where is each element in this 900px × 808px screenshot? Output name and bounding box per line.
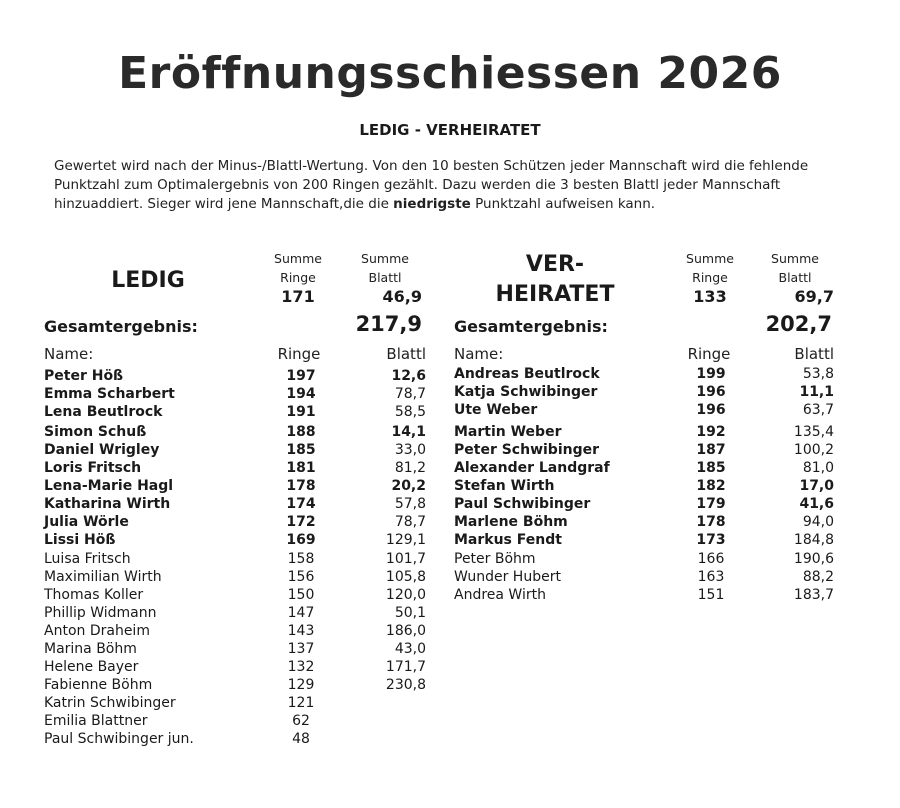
blattl-label: Blattl (368, 270, 402, 285)
row-blattl: 105,8 (385, 568, 426, 585)
intro-paragraph (54, 157, 854, 214)
row-name: Ute Weber (454, 402, 538, 419)
row-name: Julia Wörle (44, 514, 129, 531)
row-name: Peter Schwibinger (454, 442, 600, 459)
table-row (44, 441, 434, 459)
ledig-col-blattl: Blattl (386, 345, 426, 363)
row-blattl: 88,2 (802, 568, 834, 585)
ledig-sum-blattl: 46,9 (382, 287, 422, 306)
row-name: Peter Höß (44, 368, 124, 384)
ledig-total-label: Gesamtergebnis: (44, 317, 198, 336)
row-blattl: 20,2 (391, 478, 426, 495)
verh-col-name: Name: (454, 345, 504, 363)
row-blattl: 120,0 (385, 586, 426, 603)
row-blattl: 129,1 (385, 532, 426, 549)
row-blattl: 14,1 (391, 424, 426, 441)
ledig-summe-ringe-header (268, 249, 328, 287)
table-row (44, 640, 434, 658)
table-row (454, 383, 844, 401)
row-blattl: 184,8 (793, 532, 834, 549)
row-name: Marlene Böhm (454, 514, 568, 531)
table-row (454, 495, 844, 513)
row-blattl: 78,7 (394, 514, 426, 531)
row-ringe: 187 (696, 442, 726, 459)
row-ringe: 196 (696, 384, 726, 401)
table-row (44, 676, 434, 694)
summe-label: Summe (771, 251, 819, 266)
row-name: Wunder Hubert (454, 568, 561, 585)
table-row (454, 586, 844, 604)
ledig-total-value: 217,9 (355, 312, 422, 336)
verh-col-ringe: Ringe (687, 345, 731, 363)
row-ringe: 172 (286, 514, 316, 531)
row-name: Marina Böhm (44, 640, 137, 657)
row-blattl: 135,4 (793, 424, 834, 441)
row-name: Simon Schuß (44, 424, 147, 441)
row-ringe: 199 (696, 366, 726, 382)
row-ringe: 156 (287, 568, 315, 585)
table-row (44, 459, 434, 477)
row-blattl: 53,8 (802, 366, 834, 382)
table-row (44, 730, 434, 748)
row-name: Peter Böhm (454, 550, 536, 567)
row-ringe: 174 (286, 496, 316, 513)
ledig-sum-ringe: 171 (281, 287, 315, 306)
row-name: Maximilian Wirth (44, 568, 162, 585)
table-row (454, 459, 844, 477)
table-row (454, 531, 844, 549)
row-ringe: 129 (287, 676, 315, 693)
table-row (44, 385, 434, 403)
row-ringe: 150 (287, 586, 315, 603)
team-name-line1: VER- (525, 252, 585, 277)
row-ringe: 132 (287, 658, 315, 675)
row-ringe: 121 (287, 694, 315, 711)
ringe-label: Ringe (692, 270, 728, 285)
row-blattl: 11,1 (799, 384, 834, 401)
table-row (454, 365, 844, 383)
table-row (44, 550, 434, 568)
page-title: Eröffnungsschiessen 2026 (118, 48, 782, 99)
row-name: Emma Scharbert (44, 386, 175, 403)
summe-label: Summe (361, 251, 409, 266)
row-ringe: 185 (286, 442, 316, 459)
ledig-col-name: Name: (44, 345, 94, 363)
row-ringe: 182 (696, 478, 726, 495)
row-ringe: 163 (697, 568, 725, 585)
row-name: Daniel Wrigley (44, 442, 160, 459)
row-name: Phillip Widmann (44, 604, 157, 621)
row-name: Katja Schwibinger (454, 384, 598, 401)
table-row (44, 568, 434, 586)
row-ringe: 196 (696, 402, 726, 419)
row-ringe: 158 (287, 550, 315, 567)
row-name: Luisa Fritsch (44, 550, 131, 567)
row-name: Lena-Marie Hagl (44, 478, 174, 495)
table-row (44, 712, 434, 730)
row-name: Thomas Koller (44, 586, 144, 603)
row-ringe: 147 (287, 604, 315, 621)
row-blattl: 78,7 (394, 386, 426, 403)
table-row (44, 622, 434, 640)
row-name: Paul Schwibinger jun. (44, 731, 194, 747)
table-row (44, 604, 434, 622)
row-blattl: 81,2 (394, 460, 426, 477)
team-name-line2: HEIRATET (495, 282, 615, 307)
ledig-col-ringe: Ringe (277, 345, 321, 363)
row-blattl: 100,2 (793, 442, 834, 459)
page-subtitle: LEDIG - VERHEIRATET (359, 121, 541, 139)
row-ringe: 192 (696, 424, 726, 441)
table-row (44, 513, 434, 531)
table-row (44, 495, 434, 513)
row-ringe: 178 (286, 478, 316, 495)
row-name: Stefan Wirth (454, 478, 555, 495)
row-blattl: 186,0 (385, 622, 426, 639)
row-blattl: 43,0 (394, 640, 426, 657)
row-blattl: 17,0 (799, 478, 834, 495)
row-ringe: 173 (696, 532, 726, 549)
row-ringe: 137 (287, 640, 315, 657)
table-row (454, 513, 844, 531)
table-row (44, 694, 434, 712)
row-ringe: 166 (697, 550, 725, 567)
table-row (454, 401, 844, 419)
table-row (44, 477, 434, 495)
row-name: Katharina Wirth (44, 496, 171, 513)
row-blattl: 63,7 (802, 402, 834, 419)
table-row (454, 423, 844, 441)
row-name: Martin Weber (454, 424, 562, 441)
team-name-verheiratet (480, 250, 630, 310)
intro-text-end: Punktzahl aufweisen kann. (470, 196, 656, 212)
verh-sum-blattl: 69,7 (794, 287, 834, 306)
verh-total-label: Gesamtergebnis: (454, 317, 608, 336)
table-row (454, 477, 844, 495)
row-name: Andrea Wirth (454, 586, 546, 603)
row-ringe: 178 (696, 514, 726, 531)
row-ringe: 169 (286, 532, 316, 549)
row-name: Anton Draheim (44, 622, 150, 639)
row-blattl: 94,0 (802, 514, 834, 531)
verh-summe-blattl-header (765, 249, 825, 287)
row-ringe: 188 (286, 424, 316, 441)
table-row (44, 586, 434, 604)
row-name: Paul Schwibinger (454, 496, 591, 513)
summe-label: Summe (274, 251, 322, 266)
ledig-summe-blattl-header (355, 249, 415, 287)
row-name: Lissi Höß (44, 532, 116, 549)
row-ringe: 143 (287, 622, 315, 639)
row-name: Alexander Landgraf (454, 460, 610, 477)
intro-text: Gewertet wird nach der Minus-/Blattl-Wertung. Von den 10 besten Schützen jeder Mannschaft wird die fehlende Punktzahl zum Optimalergebnis von 200 Ringen gezählt. Dazu werden die 3 besten Blattl jeder Mannschaft hinzuaddiert. Sieger wird jene Mannschaft,die die (54, 158, 809, 212)
verh-summe-ringe-header (680, 249, 740, 287)
ringe-label: Ringe (280, 270, 316, 285)
table-row (454, 568, 844, 586)
row-ringe: 185 (696, 460, 726, 477)
row-name: Loris Fritsch (44, 460, 142, 477)
row-blattl: 50,1 (394, 604, 426, 621)
row-ringe: 197 (286, 368, 316, 384)
blattl-label: Blattl (778, 270, 812, 285)
row-name: Emilia Blattner (44, 712, 148, 729)
row-blattl: 33,0 (394, 442, 426, 459)
row-ringe: 48 (292, 731, 310, 747)
row-blattl: 183,7 (793, 586, 834, 603)
row-blattl: 230,8 (385, 676, 426, 693)
row-ringe: 191 (286, 404, 316, 421)
table-row (44, 531, 434, 549)
row-ringe: 62 (292, 712, 310, 729)
row-ringe: 151 (697, 586, 725, 603)
table-row (44, 658, 434, 676)
row-blattl: 171,7 (385, 658, 426, 675)
row-blattl: 101,7 (385, 550, 426, 567)
row-blattl: 41,6 (799, 496, 834, 513)
row-ringe: 181 (286, 460, 316, 477)
row-blattl: 190,6 (793, 550, 834, 567)
row-ringe: 179 (696, 496, 726, 513)
row-name: Markus Fendt (454, 532, 562, 549)
summe-label: Summe (686, 251, 734, 266)
verh-total-value: 202,7 (765, 312, 832, 336)
row-blattl: 12,6 (391, 368, 426, 384)
row-name: Andreas Beutlrock (454, 366, 600, 382)
table-row (44, 367, 434, 385)
team-name-ledig: LEDIG (111, 268, 185, 293)
table-row (44, 423, 434, 441)
row-blattl: 58,5 (394, 404, 426, 421)
row-blattl: 57,8 (394, 496, 426, 513)
table-row (44, 403, 434, 421)
row-blattl: 81,0 (802, 460, 834, 477)
table-row (454, 441, 844, 459)
row-name: Fabienne Böhm (44, 676, 153, 693)
verh-col-blattl: Blattl (794, 345, 834, 363)
intro-bold: niedrigste (393, 196, 471, 212)
verh-sum-ringe: 133 (693, 287, 727, 306)
row-name: Helene Bayer (44, 658, 139, 675)
table-row (454, 550, 844, 568)
row-ringe: 194 (286, 386, 316, 403)
row-name: Katrin Schwibinger (44, 694, 176, 711)
row-name: Lena Beutlrock (44, 404, 163, 421)
